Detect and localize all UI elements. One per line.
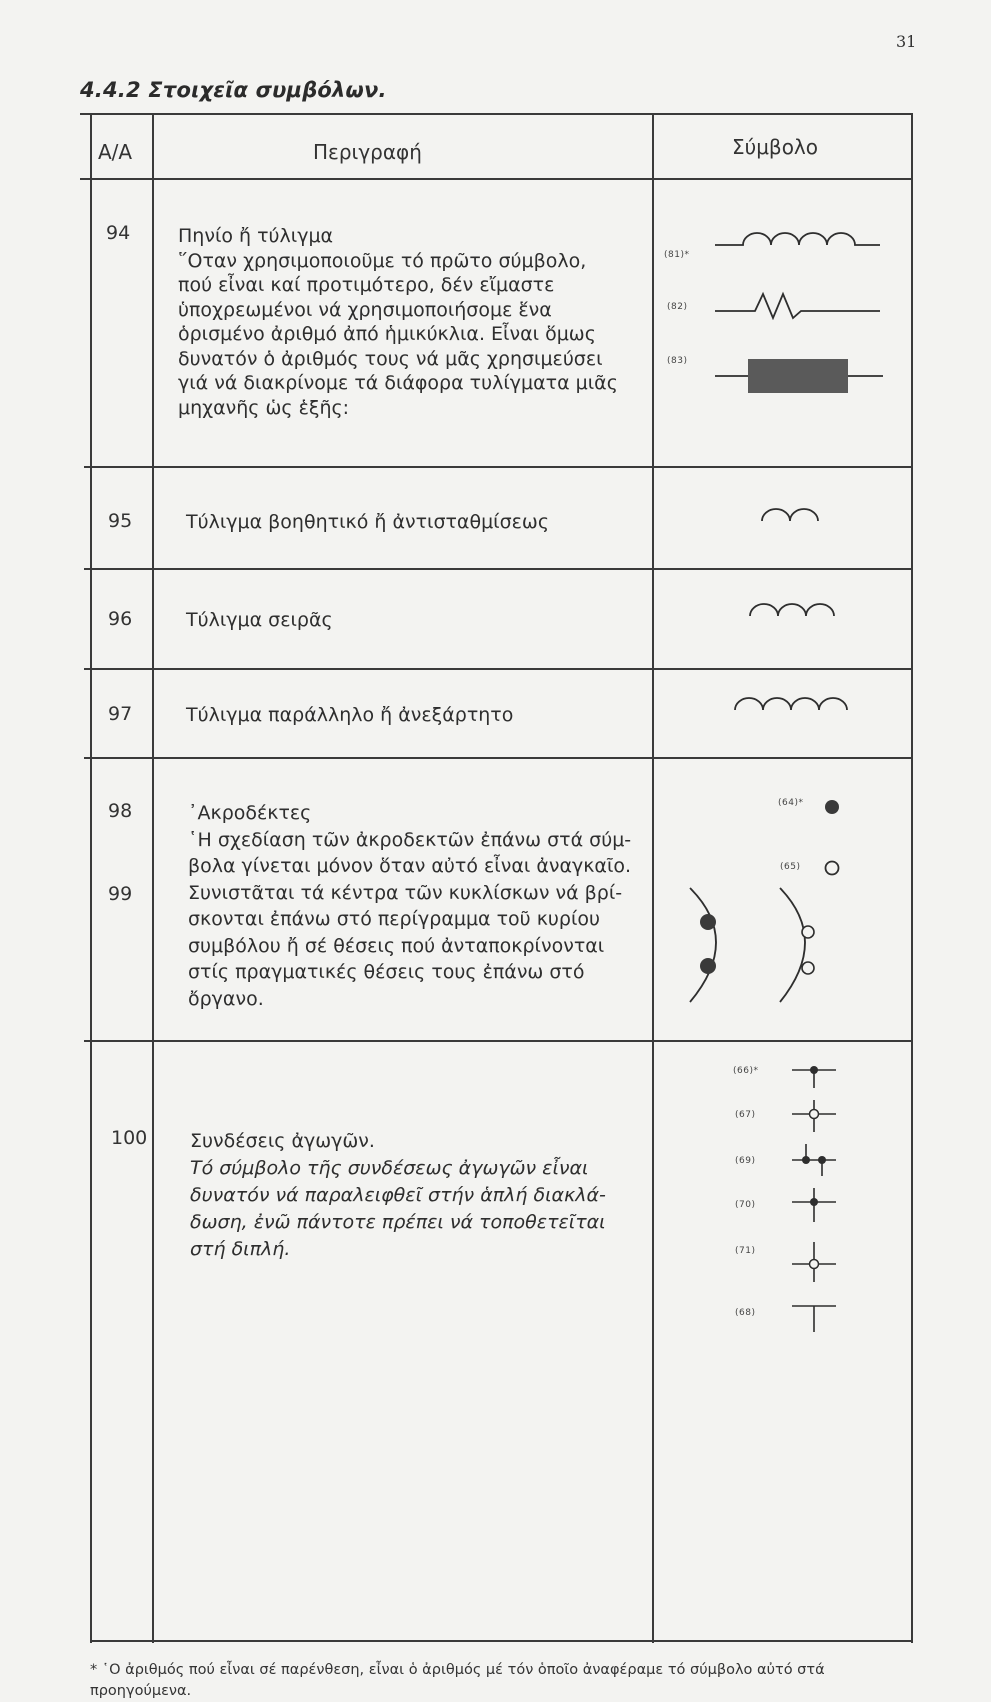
footnote-line: * ῾Ο ἀριθμός πού εἶναι σέ παρένθεση, εἶναι ὁ ἀριθμός μέ τόν ὁποῖο ἀναφέραμε τό σύμβολο αὐτό στά bbox=[90, 1662, 825, 1678]
description-line: συμβόλου ἤ σέ θέσεις πού ἀνταποκρίνονται bbox=[188, 934, 605, 957]
row-description bbox=[186, 703, 513, 728]
description-line: ᾿Ακροδέκτες bbox=[188, 802, 312, 824]
conductor-cross-junction-open-icon bbox=[790, 1240, 840, 1284]
table-border-top bbox=[80, 113, 912, 115]
description-line: Τό σύμβολο τῆς συνδέσεως ἀγωγῶν εἶναι bbox=[190, 1157, 589, 1179]
symbol-ref-label: (83) bbox=[667, 356, 688, 366]
row-number: 94 bbox=[106, 222, 131, 244]
description-line: δυνατόν ὁ ἀριθμός τους νά μᾶς χρησιμεύσει bbox=[178, 347, 603, 370]
description-title: Συνδέσεις ἀγωγῶν. bbox=[190, 1130, 375, 1152]
symbol-ref-label: (68) bbox=[735, 1308, 756, 1318]
conductor-tee-plain-icon bbox=[790, 1298, 840, 1334]
coil-filled-block-symbol-icon bbox=[715, 355, 885, 397]
description-line: Τύλιγμα παράλληλο ἤ ἀνεξάρτητο bbox=[186, 704, 514, 726]
row-description bbox=[188, 800, 631, 1012]
coil-parallel-symbol-icon bbox=[733, 692, 858, 720]
description-line: Πηνίο ἤ τύλιγμα bbox=[178, 225, 334, 247]
table-border-bottom bbox=[90, 1640, 913, 1642]
symbol-ref-label: (70) bbox=[735, 1200, 756, 1210]
row-number: 95 bbox=[108, 510, 133, 532]
symbol-ref-label: (81)* bbox=[664, 250, 690, 260]
row-description bbox=[186, 510, 549, 535]
table-col-divider-1 bbox=[152, 113, 154, 1643]
description-line: στή διπλή. bbox=[190, 1238, 291, 1260]
conductor-junction-single-open-icon bbox=[790, 1100, 840, 1134]
footnote bbox=[90, 1660, 825, 1702]
footnote-line: προηγούμενα. bbox=[90, 1683, 192, 1699]
symbol-ref-label: (82) bbox=[667, 302, 688, 312]
header-index: Α/Α bbox=[98, 140, 133, 164]
row-description bbox=[190, 1128, 606, 1263]
description-line: ὑποχρεωμένοι νά χρησιμοποιήσομε ἕνα bbox=[178, 298, 552, 321]
terminals-on-outline-icon bbox=[680, 880, 830, 1010]
description-line: Τύλιγμα σειρᾶς bbox=[186, 609, 333, 631]
description-line: μηχανῆς ὡς ἑξῆς: bbox=[178, 396, 350, 419]
row-description bbox=[178, 224, 618, 420]
header-symbol: Σύμβολο bbox=[732, 135, 819, 159]
table-col-divider-2 bbox=[652, 113, 654, 1643]
description-line: βολα γίνεται μόνον ὅταν αὐτό εἶναι ἀναγκαῖο. bbox=[188, 855, 632, 877]
row-divider bbox=[84, 1040, 912, 1042]
symbol-ref-label: (71) bbox=[735, 1246, 756, 1256]
description-line: στίς πραγματικές θέσεις τους ἐπάνω στό bbox=[188, 961, 585, 983]
symbol-ref-label: (64)* bbox=[778, 798, 804, 808]
row-description bbox=[186, 608, 333, 633]
row-divider bbox=[84, 466, 912, 468]
row-number: 97 bbox=[108, 703, 133, 725]
description-line: ῾Η σχεδίαση τῶν ἀκροδεκτῶν ἐπάνω στά σύμ- bbox=[188, 828, 632, 851]
symbol-ref-label: (66)* bbox=[733, 1066, 759, 1076]
symbol-ref-label: (69) bbox=[735, 1156, 756, 1166]
page-number: 31 bbox=[896, 32, 917, 51]
description-line: γιά νά διακρίνομε τά διάφορα τυλίγματα μιᾶς bbox=[178, 372, 618, 394]
row-number: 98 bbox=[108, 800, 133, 822]
symbol-ref-label: (65) bbox=[780, 862, 801, 872]
table-border-left bbox=[90, 113, 92, 1643]
row-number: 100 bbox=[111, 1127, 148, 1149]
description-line: Τύλιγμα βοηθητικό ἤ ἀντισταθμίσεως bbox=[186, 511, 549, 533]
description-line: ὄργανο. bbox=[188, 987, 264, 1010]
open-terminal-circle-icon bbox=[822, 858, 842, 878]
conductor-cross-junction-filled-icon bbox=[790, 1188, 840, 1224]
conductor-junction-single-filled-icon bbox=[790, 1056, 840, 1090]
row-number: 96 bbox=[108, 608, 133, 630]
coil-series-symbol-icon bbox=[748, 598, 843, 626]
header-description: Περιγραφή bbox=[313, 140, 422, 164]
filled-terminal-dot-icon bbox=[822, 797, 842, 817]
row-number: 99 bbox=[108, 883, 133, 905]
description-line: ῞Οταν χρησιμοποιοῦμε τό πρῶτο σύμβολο, bbox=[178, 249, 587, 272]
coil-zigzag-symbol-icon bbox=[715, 290, 885, 320]
symbol-ref-label: (67) bbox=[735, 1110, 756, 1120]
conductor-double-junction-icon bbox=[790, 1142, 840, 1178]
description-line: σκονται ἐπάνω στό περίγραμμα τοῦ κυρίου bbox=[188, 908, 601, 930]
description-line: δωση, ἐνῶ πάντοτε πρέπει νά τοποθετεῖται bbox=[190, 1211, 606, 1233]
description-line: Συνιστᾶται τά κέντρα τῶν κυκλίσκων νά βρί- bbox=[188, 881, 623, 904]
coil-semicircle-symbol-icon bbox=[715, 228, 885, 258]
table-header-divider bbox=[80, 178, 912, 180]
coil-auxiliary-symbol-icon bbox=[760, 505, 830, 531]
row-divider bbox=[84, 568, 912, 570]
row-divider bbox=[84, 668, 912, 670]
section-title: 4.4.2 Στοιχεῖα συμβόλων. bbox=[80, 78, 387, 102]
row-divider bbox=[84, 757, 912, 759]
description-line: ὁρισμένο ἀριθμό ἀπό ἡμικύκλια. Εἶναι ὅμως bbox=[178, 323, 596, 345]
description-line: δυνατόν νά παραλειφθεῖ στήν ἁπλή διακλά- bbox=[190, 1184, 606, 1206]
description-line: πού εἶναι καί προτιμότερο, δέν εἴμαστε bbox=[178, 274, 555, 296]
table-border-right bbox=[911, 113, 913, 1643]
